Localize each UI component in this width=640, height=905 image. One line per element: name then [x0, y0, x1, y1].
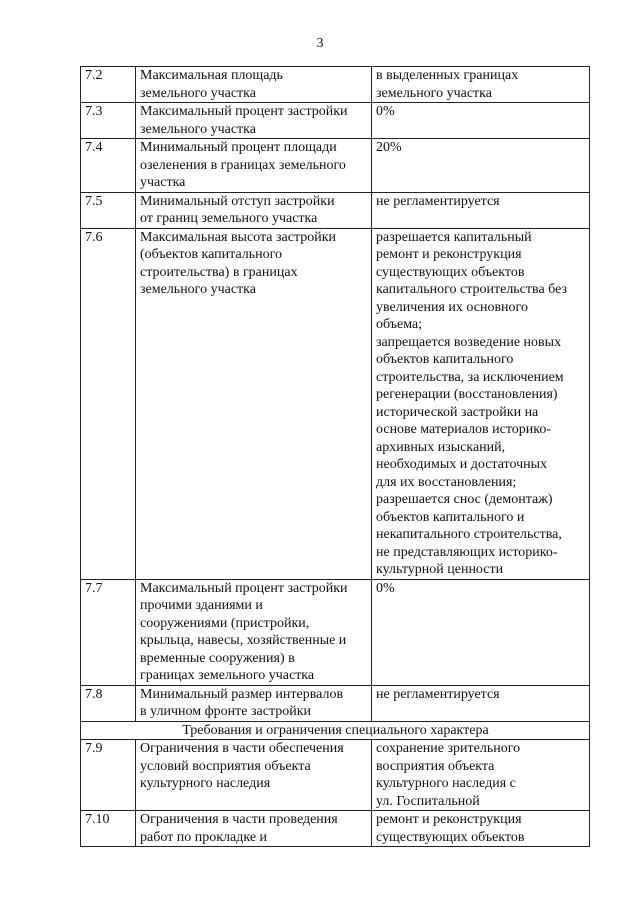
parameter-value-line: объектов капитального — [376, 352, 514, 367]
parameter-value-line: регенерации (восстановления) — [376, 387, 558, 402]
parameter-value-line: 20% — [376, 140, 402, 155]
table-row — [81, 192, 590, 228]
parameter-name — [136, 811, 372, 847]
parameter-value — [372, 579, 590, 685]
parameter-value-line: некапитального строительства, — [376, 527, 562, 542]
parameter-name-line: в уличном фронте застройки — [140, 704, 312, 719]
parameter-name-line: Максимальная площадь — [140, 68, 283, 83]
parameter-name-line: (объектов капитального — [140, 247, 283, 262]
parameter-name — [136, 103, 372, 139]
table-row — [81, 811, 590, 847]
parameter-value-line: культурного наследия с — [376, 776, 516, 791]
parameter-value — [372, 139, 590, 193]
parameter-name-line: сооружениями (пристройки, — [140, 615, 310, 631]
parameter-name-line: Ограничения в части обеспечения — [140, 741, 344, 756]
parameter-value-line: архивных изысканий, — [376, 439, 506, 455]
parameter-value-line: в выделенных границах — [376, 68, 519, 83]
parameter-value-line: разрешается снос (демонтаж) — [376, 492, 553, 507]
parameter-value — [372, 67, 590, 103]
parameter-value-line: ул. Госпитальной — [376, 793, 480, 809]
row-number: 7.7 — [81, 579, 136, 685]
parameter-value — [372, 103, 590, 139]
parameter-name — [136, 740, 372, 811]
table-row — [81, 685, 590, 721]
parameter-value-line: ремонт и реконструкция — [376, 247, 522, 262]
parameter-name-line: временные сооружения) в — [140, 650, 295, 666]
page-number: 3 — [316, 36, 324, 51]
table-row — [81, 67, 590, 103]
parameter-value-line: для их восстановления; — [376, 474, 517, 490]
parameter-value-line: существующих объектов — [376, 264, 525, 280]
parameter-value-line: объема; — [376, 317, 423, 332]
parameter-name — [136, 228, 372, 579]
row-number: 7.10 — [81, 811, 136, 847]
regulations-table-body — [81, 67, 590, 847]
parameter-name-line: Максимальная высота застройки — [140, 229, 337, 245]
parameter-value-line: не регламентируется — [376, 193, 500, 209]
parameter-value-line: исторической застройки на — [376, 404, 539, 420]
parameter-value-line: ремонт и реконструкция — [376, 812, 522, 827]
parameter-value-line: запрещается возведение новых — [376, 334, 562, 350]
parameter-name-line: земельного участка — [140, 282, 256, 297]
parameter-value — [372, 811, 590, 847]
parameter-name-line: условий восприятия объекта — [140, 758, 311, 774]
row-number: 7.9 — [81, 740, 136, 811]
parameter-name-line: земельного участка — [140, 85, 256, 101]
regulations-table — [80, 66, 590, 847]
parameter-value-line: не представляющих историко- — [376, 544, 558, 560]
parameter-name-line: от границ земельного участка — [140, 211, 318, 226]
parameter-name-line: крыльца, навесы, хозяйственные и — [140, 633, 347, 648]
parameter-value-line: необходимых и достаточных — [376, 457, 548, 472]
parameter-name — [136, 192, 372, 228]
parameter-value-line: объектов капитального и — [376, 509, 525, 525]
parameter-name-line: Минимальный отступ застройки — [140, 193, 335, 209]
parameter-name-line: Ограничения в части проведения — [140, 812, 338, 827]
table-row — [81, 740, 590, 811]
parameter-value — [372, 685, 590, 721]
parameter-name-line: культурного наследия — [140, 776, 271, 791]
parameter-name-line: прочими зданиями и — [140, 598, 263, 613]
parameter-name — [136, 67, 372, 103]
table-row — [81, 579, 590, 685]
row-number: 7.4 — [81, 139, 136, 193]
row-number: 7.5 — [81, 192, 136, 228]
parameter-name — [136, 579, 372, 685]
row-number: 7.2 — [81, 67, 136, 103]
parameter-value-line: 0% — [376, 580, 395, 596]
parameter-name-line: озеленения в границах земельного — [140, 157, 346, 173]
section-header-row — [81, 721, 590, 740]
parameter-value-line: восприятия объекта — [376, 758, 495, 774]
table-row — [81, 228, 590, 579]
parameter-name — [136, 685, 372, 721]
parameter-value-line: строительства, за исключением — [376, 369, 564, 385]
parameter-value-line: сохранение зрительного — [376, 741, 521, 756]
parameter-name — [136, 139, 372, 193]
parameter-value-line: культурной ценности — [376, 562, 504, 577]
parameter-value-line: не регламентируется — [376, 686, 500, 702]
table-row — [81, 139, 590, 193]
parameter-name-line: работ по прокладке и — [140, 829, 268, 845]
parameter-name-line: земельного участка — [140, 121, 256, 137]
parameter-value-line: существующих объектов — [376, 829, 525, 845]
parameter-value-line: земельного участка — [376, 85, 492, 101]
parameter-name-line: Максимальный процент застройки — [140, 580, 348, 596]
parameter-value-line: капитального строительства без — [376, 282, 568, 297]
parameter-name-line: Минимальный процент площади — [140, 140, 337, 155]
parameter-value — [372, 740, 590, 811]
section-header: Требования и ограничения специального характера — [81, 721, 590, 740]
parameter-value — [372, 192, 590, 228]
parameter-name-line: Минимальный размер интервалов — [140, 686, 344, 702]
parameter-name-line: Максимальный процент застройки — [140, 104, 348, 119]
parameter-value-line: основе материалов историко- — [376, 422, 552, 437]
parameter-value — [372, 228, 590, 579]
row-number: 7.3 — [81, 103, 136, 139]
row-number: 7.8 — [81, 685, 136, 721]
table-row — [81, 103, 590, 139]
parameter-value-line: увеличения их основного — [376, 299, 528, 315]
parameter-name-line: границах земельного участка — [140, 668, 315, 683]
parameter-name-line: участка — [140, 175, 186, 190]
parameter-name-line: строительства) в границах — [140, 264, 298, 280]
row-number: 7.6 — [81, 228, 136, 579]
parameter-value-line: разрешается капитальный — [376, 229, 532, 245]
parameter-value-line: 0% — [376, 104, 395, 119]
